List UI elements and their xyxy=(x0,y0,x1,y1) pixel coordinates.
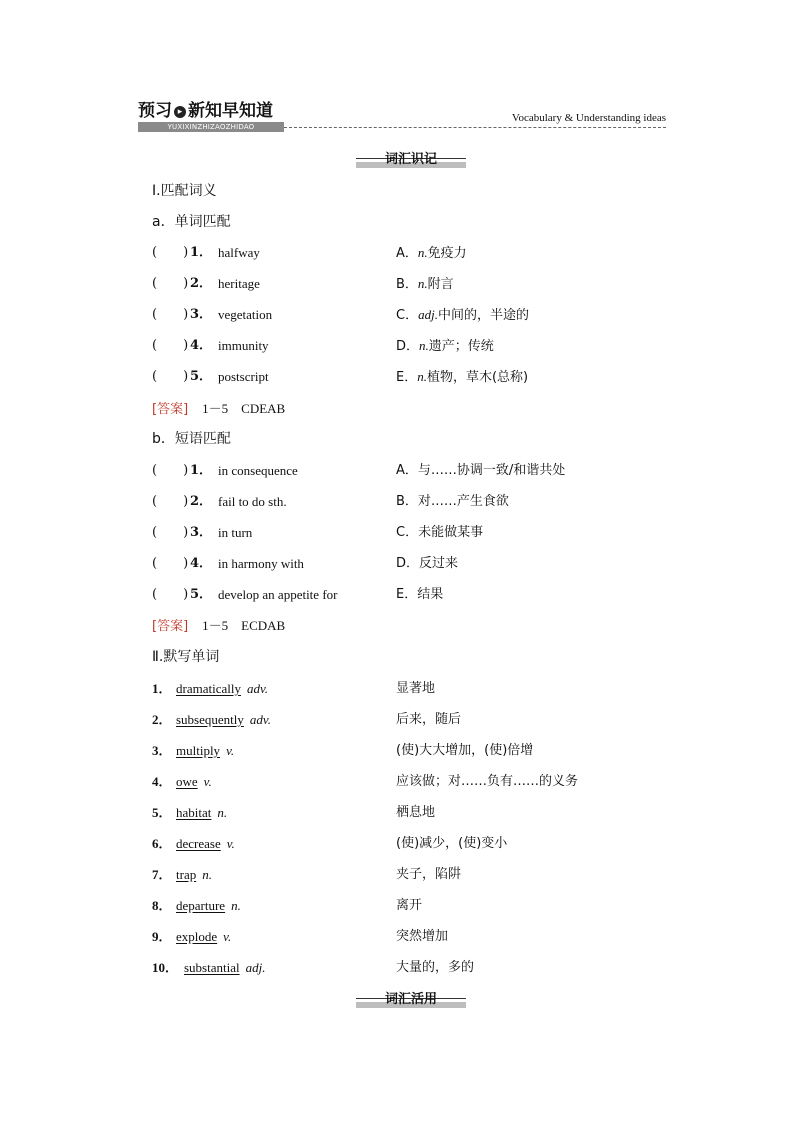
item-number: 6． xyxy=(152,836,172,851)
answer-value: 1－5 CDEAB xyxy=(202,401,286,416)
answer-blank[interactable]: ( ) xyxy=(152,463,189,478)
match-row xyxy=(152,461,672,481)
word-row xyxy=(152,896,672,916)
option: B．对……产生食欲 xyxy=(396,494,509,509)
option: E．结果 xyxy=(396,587,444,602)
item-number: 2． xyxy=(190,276,213,291)
answer-line xyxy=(152,399,285,420)
item-number: 4． xyxy=(190,338,213,353)
answer-value: 1－5 ECDAB xyxy=(202,618,286,633)
term: vegetation xyxy=(218,307,273,322)
answer-tag: [答案] xyxy=(152,402,189,417)
part1b-heading: b．短语匹配 xyxy=(152,431,231,447)
word-answer: substantial adj. xyxy=(184,960,266,975)
section-title-usage: 词汇活用 xyxy=(356,992,466,1008)
word-answer: decrease v. xyxy=(176,836,235,851)
term: heritage xyxy=(218,276,260,291)
answer-blank[interactable]: ( ) xyxy=(152,307,189,322)
match-row xyxy=(152,554,672,574)
answer-blank[interactable]: ( ) xyxy=(152,338,189,353)
match-row xyxy=(152,585,672,605)
answer-line xyxy=(152,616,285,637)
header-divider xyxy=(284,127,666,128)
term: in harmony with xyxy=(218,556,304,571)
part1-heading: Ⅰ.匹配词义 xyxy=(152,183,217,199)
term: in consequence xyxy=(218,463,298,478)
logo-pinyin: YUXIXINZHIZAOZHIDAO xyxy=(138,122,284,132)
answer-blank[interactable]: ( ) xyxy=(152,245,189,260)
answer-blank[interactable]: ( ) xyxy=(152,587,189,602)
section-logo xyxy=(138,100,273,122)
section-title-vocab: 词汇识记 xyxy=(356,152,466,168)
match-row xyxy=(152,492,672,512)
word-answer: explode v. xyxy=(176,929,232,944)
option: D．n.遗产；传统 xyxy=(396,338,494,354)
option: B．n.附言 xyxy=(396,276,454,292)
item-number: 2． xyxy=(190,494,213,509)
item-number: 5． xyxy=(190,369,213,384)
item-number: 8． xyxy=(152,898,172,913)
word-meaning: 应该做；对……负有……的义务 xyxy=(396,774,579,789)
match-row xyxy=(152,367,672,387)
word-meaning: (使)减少，(使)变小 xyxy=(396,836,508,851)
word-answer: subsequently adv. xyxy=(176,712,271,727)
word-meaning: 夹子，陷阱 xyxy=(396,867,462,882)
term: immunity xyxy=(218,338,269,353)
match-row xyxy=(152,336,672,356)
term: fail to do sth. xyxy=(218,494,287,509)
answer-blank[interactable]: ( ) xyxy=(152,494,189,509)
item-number: 1． xyxy=(190,245,213,260)
word-meaning: 显著地 xyxy=(396,681,436,696)
answer-blank[interactable]: ( ) xyxy=(152,369,189,384)
logo-title-2: 新知早知道 xyxy=(188,101,273,121)
option: A．n.免疫力 xyxy=(396,245,467,261)
word-meaning: 突然增加 xyxy=(396,929,449,944)
word-row xyxy=(152,927,672,947)
word-meaning: 后来，随后 xyxy=(396,712,462,727)
logo-title: 预习 xyxy=(138,101,172,121)
word-row xyxy=(152,772,672,792)
item-number: 7． xyxy=(152,867,172,882)
answer-blank[interactable]: ( ) xyxy=(152,525,189,540)
term: develop an appetite for xyxy=(218,587,338,602)
word-answer: trap n. xyxy=(176,867,212,882)
word-row xyxy=(152,741,672,761)
item-number: 5． xyxy=(152,805,172,820)
answer-tag: [答案] xyxy=(152,619,189,634)
option: D．反过来 xyxy=(396,556,459,571)
option: E．n.植物，草木(总称) xyxy=(396,369,529,385)
answer-blank[interactable]: ( ) xyxy=(152,276,189,291)
word-answer: habitat n. xyxy=(176,805,228,820)
chevron-right-icon: ▸ xyxy=(174,106,186,118)
word-row xyxy=(152,710,672,730)
item-number: 9． xyxy=(152,929,172,944)
option: A．与……协调一致/和谐共处 xyxy=(396,463,566,478)
header-subtitle: Vocabulary & Understanding ideas xyxy=(511,112,666,124)
word-row xyxy=(152,834,672,854)
page-header xyxy=(138,100,666,134)
item-number: 4． xyxy=(152,774,172,789)
word-row xyxy=(152,679,672,699)
term: postscript xyxy=(218,369,269,384)
part1a-heading: a．单词匹配 xyxy=(152,214,231,230)
item-number: 1． xyxy=(152,681,172,696)
word-meaning: 离开 xyxy=(396,898,423,913)
word-meaning: 大量的，多的 xyxy=(396,960,475,975)
word-meaning: (使)大大增加，(使)倍增 xyxy=(396,743,534,758)
item-number: 4． xyxy=(190,556,213,571)
item-number: 3． xyxy=(190,307,213,322)
option: C．adj.中间的，半途的 xyxy=(396,307,529,323)
term: halfway xyxy=(218,245,260,260)
word-answer: departure n. xyxy=(176,898,241,913)
item-number: 2． xyxy=(152,712,172,727)
word-row xyxy=(152,958,672,978)
word-row xyxy=(152,865,672,885)
match-row xyxy=(152,243,672,263)
item-number: 10． xyxy=(152,960,179,975)
match-row xyxy=(152,274,672,294)
part2-heading: Ⅱ.默写单词 xyxy=(152,649,220,665)
term: in turn xyxy=(218,525,253,540)
answer-blank[interactable]: ( ) xyxy=(152,556,189,571)
word-row xyxy=(152,803,672,823)
word-answer: owe v. xyxy=(176,774,212,789)
item-number: 1． xyxy=(190,463,213,478)
word-answer: dramatically adv. xyxy=(176,681,269,696)
word-meaning: 栖息地 xyxy=(396,805,436,820)
item-number: 5． xyxy=(190,587,213,602)
option: C．未能做某事 xyxy=(396,525,484,540)
item-number: 3． xyxy=(190,525,213,540)
word-answer: multiply v. xyxy=(176,743,235,758)
item-number: 3． xyxy=(152,743,172,758)
match-row xyxy=(152,523,672,543)
match-row xyxy=(152,305,672,325)
